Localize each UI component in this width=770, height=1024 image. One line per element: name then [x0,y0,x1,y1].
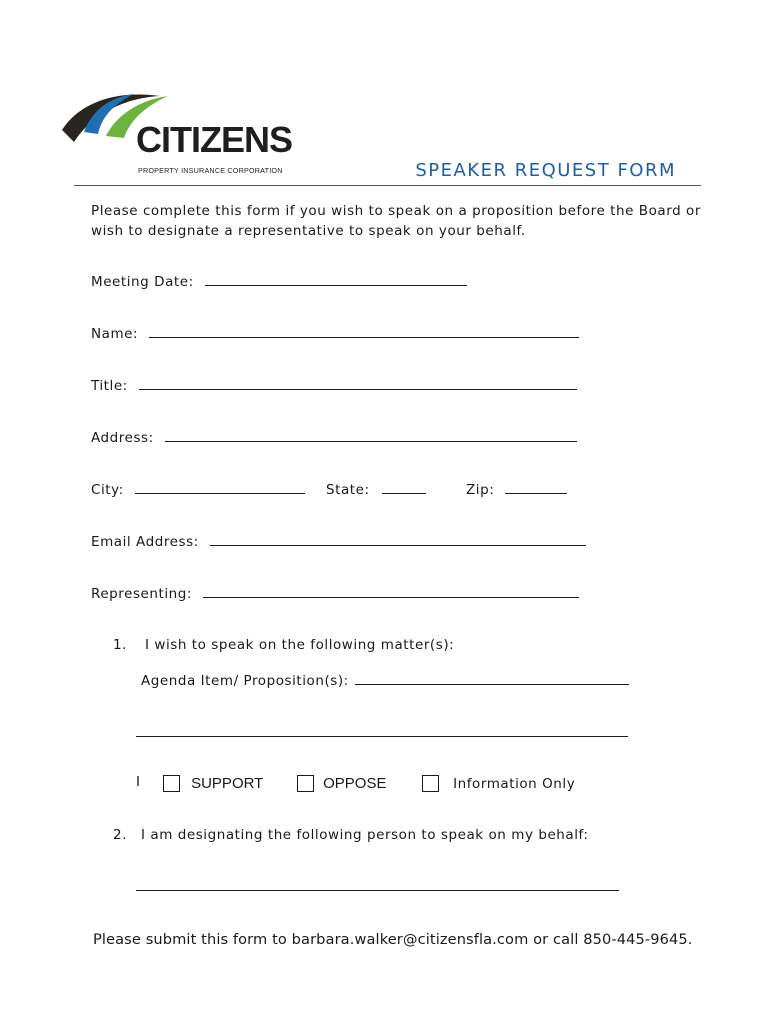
item-2-text: I am designating the following person to speak on my behalf: [141,827,589,843]
address-field[interactable] [165,429,577,442]
name-row [91,325,579,342]
agenda-field[interactable] [355,672,629,685]
address-label: Address: [91,430,154,446]
agenda-row [141,672,629,689]
position-prefix: I [136,774,141,790]
meeting-date-label: Meeting Date: [91,274,194,290]
oppose-label: OPPOSE [323,775,387,792]
support-checkbox[interactable] [163,775,180,792]
representing-field[interactable] [203,585,579,598]
title-field[interactable] [139,377,577,390]
item-1-text: I wish to speak on the following matter(s): [145,637,455,653]
meeting-date-row [91,273,467,290]
representing-label: Representing: [91,586,192,602]
email-row [91,533,586,550]
title-row [91,377,577,394]
footer-instructions: Please submit this form to barbara.walker@citizensfla.com or call 850-445-9645. [93,931,693,948]
designee-field[interactable] [136,878,619,891]
meeting-date-field[interactable] [205,273,467,286]
information-label: Information Only [453,776,576,792]
intro-line-1: Please complete this form if you wish to speak on a proposition before the Board or [91,203,701,219]
city-label: City: [91,482,124,498]
name-label: Name: [91,326,139,342]
header-divider [74,185,701,186]
city-field[interactable] [135,481,305,494]
logo-wordmark: CITIZENS [136,119,293,160]
logo-subtitle: PROPERTY INSURANCE CORPORATION [138,166,283,175]
agenda-continuation-field[interactable] [136,724,628,737]
email-label: Email Address: [91,534,199,550]
item-1-number: 1. [113,637,127,653]
oppose-option[interactable] [297,773,386,792]
support-label: SUPPORT [191,775,264,792]
oppose-checkbox[interactable] [297,775,314,792]
agenda-label: Agenda Item/ Proposition(s): [141,673,349,689]
zip-row [466,481,567,498]
representing-row [91,585,579,602]
information-checkbox[interactable] [422,775,439,792]
city-row [91,481,305,498]
support-option[interactable] [163,773,263,792]
information-option[interactable] [422,773,575,792]
item-2-number: 2. [113,827,127,843]
email-field[interactable] [210,533,586,546]
title-label: Title: [91,378,128,394]
intro-line-2: wish to designate a representative to speak on your behalf. [91,223,526,239]
name-field[interactable] [149,325,579,338]
state-row [326,481,426,498]
zip-field[interactable] [505,481,567,494]
form-title: SPEAKER REQUEST FORM [415,160,676,181]
address-row [91,429,577,446]
state-field[interactable] [382,481,426,494]
state-label: State: [326,482,370,498]
zip-label: Zip: [466,482,495,498]
